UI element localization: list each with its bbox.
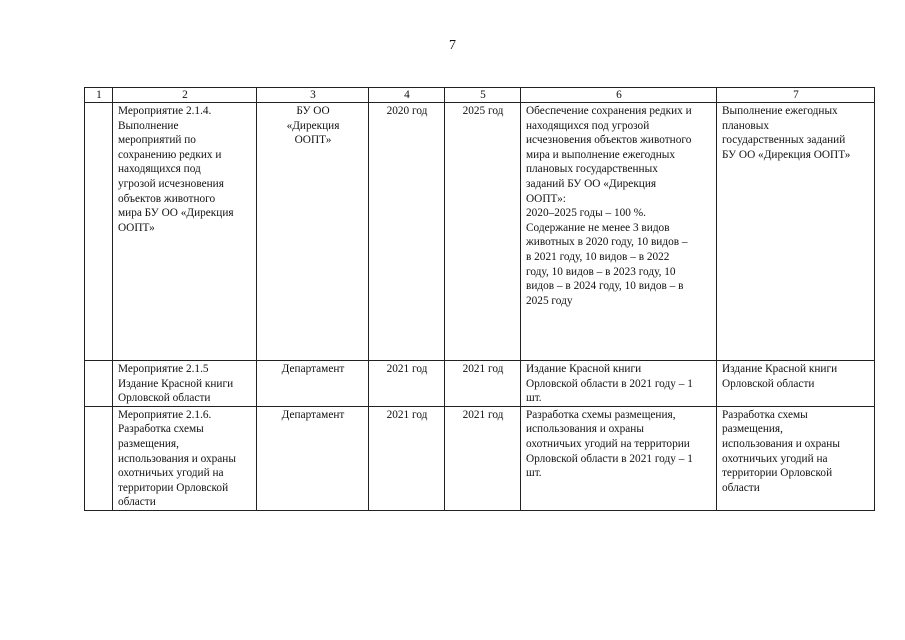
cell-line: Издание Красной книги: [526, 363, 642, 375]
cell-line: использования и охраны: [722, 437, 840, 450]
cell-line: области: [118, 496, 156, 509]
cell-line: Обеспечение сохранения редких и: [526, 105, 692, 117]
cell-line: Издание Красной книги: [118, 377, 234, 390]
cell-line: плановых государственных: [526, 163, 658, 176]
cell-line: шт.: [526, 392, 542, 405]
cell-line: государственных заданий: [722, 134, 846, 147]
cell-line: сохранению редких и: [118, 148, 222, 161]
cell-line: объектов животного: [118, 192, 216, 205]
header-col-5: 5: [445, 88, 521, 103]
cell-line: БУ ОО: [296, 105, 330, 117]
cell-line: размещения,: [722, 423, 783, 436]
cell-line: Выполнение ежегодных: [722, 105, 838, 117]
cell-line: ООПТ»: [294, 134, 332, 147]
cell-line: Разработка схемы: [722, 408, 808, 421]
cell-line: Орловской области в 2021 году – 1: [526, 452, 693, 465]
cell-line: исчезновения объектов животного: [526, 134, 692, 147]
cell-line: в 2021 году, 10 видов – в 2022: [526, 250, 670, 263]
cell-line: Орловской области в 2021 году – 1: [526, 377, 693, 390]
cell-line: 2025 году: [526, 294, 573, 307]
cell-line: размещения,: [118, 437, 179, 450]
cell-line: находящихся под угрозой: [526, 119, 650, 132]
end-year-cell: 2021 год: [445, 406, 521, 510]
measures-table: [84, 87, 875, 511]
row-number-cell: [85, 361, 113, 407]
cell-line: Мероприятие 2.1.5: [118, 363, 209, 375]
start-year-cell: 2021 год: [369, 361, 445, 407]
cell-line: Содержание не менее 3 видов: [526, 221, 670, 234]
cell-line: Выполнение: [118, 119, 179, 132]
indicator-cell: [717, 406, 875, 510]
cell-line: Департамент: [281, 408, 345, 421]
cell-line: территории Орловской: [118, 481, 229, 494]
header-col-1: 1: [85, 88, 113, 103]
measure-name-cell: [113, 361, 257, 407]
executor-cell: [257, 361, 369, 407]
cell-line: Мероприятие 2.1.6.: [118, 408, 212, 421]
table-row: [85, 361, 875, 407]
cell-line: ООПТ»:: [526, 192, 566, 205]
start-year-cell: 2021 год: [369, 406, 445, 510]
cell-line: Орловской области: [722, 377, 815, 390]
cell-line: использования и охраны: [118, 452, 236, 465]
cell-line: Разработка схемы: [118, 423, 204, 436]
cell-line: Мероприятие 2.1.4.: [118, 105, 212, 117]
executor-cell: [257, 406, 369, 510]
cell-line: БУ ОО «Дирекция ООПТ»: [722, 148, 851, 161]
end-year-cell: 2021 год: [445, 361, 521, 407]
cell-line: году, 10 видов – в 2023 году, 10: [526, 265, 676, 278]
cell-line: охотничьих угодий на: [722, 452, 828, 465]
row-number-cell: [85, 103, 113, 361]
cell-line: ООПТ»: [118, 221, 155, 234]
cell-line: мира и выполнение ежегодных: [526, 148, 676, 161]
expected-result-cell: [521, 103, 717, 361]
cell-line: охотничьих угодий на территории: [526, 437, 690, 450]
table-row: [85, 103, 875, 361]
cell-line: «Дирекция: [286, 119, 340, 132]
header-col-3: 3: [257, 88, 369, 103]
cell-line: использования и охраны: [526, 423, 644, 436]
cell-line: плановых: [722, 119, 769, 132]
executor-cell: [257, 103, 369, 361]
header-col-4: 4: [369, 88, 445, 103]
cell-line: области: [722, 481, 760, 494]
cell-line: заданий БУ ОО «Дирекция: [526, 177, 657, 190]
cell-line: Орловской области: [118, 392, 211, 405]
cell-line: находящихся под: [118, 163, 201, 176]
cell-line: Разработка схемы размещения,: [526, 408, 676, 421]
measure-name-cell: [113, 406, 257, 510]
cell-line: шт.: [526, 467, 542, 480]
cell-line: животных в 2020 году, 10 видов –: [526, 236, 688, 249]
cell-line: Издание Красной книги: [722, 363, 838, 375]
row-number-cell: [85, 406, 113, 510]
measure-name-cell: [113, 103, 257, 361]
header-col-7: 7: [717, 88, 875, 103]
start-year-cell: 2020 год: [369, 103, 445, 361]
expected-result-cell: [521, 406, 717, 510]
indicator-cell: [717, 103, 875, 361]
cell-line: угрозой исчезновения: [118, 177, 224, 190]
cell-line: охотничьих угодий на: [118, 467, 224, 480]
table-row: [85, 406, 875, 510]
cell-line: мероприятий по: [118, 134, 196, 147]
header-col-6: 6: [521, 88, 717, 103]
cell-line: территории Орловской: [722, 467, 833, 480]
table-header-row: [85, 88, 875, 103]
header-col-2: 2: [113, 88, 257, 103]
cell-line: 2020–2025 годы – 100 %.: [526, 207, 646, 220]
page-number: 7: [449, 38, 456, 53]
cell-line: Департамент: [281, 363, 345, 375]
end-year-cell: 2025 год: [445, 103, 521, 361]
cell-line: мира БУ ОО «Дирекция: [118, 207, 234, 220]
expected-result-cell: [521, 361, 717, 407]
cell-line: видов – в 2024 году, 10 видов – в: [526, 280, 684, 293]
indicator-cell: [717, 361, 875, 407]
